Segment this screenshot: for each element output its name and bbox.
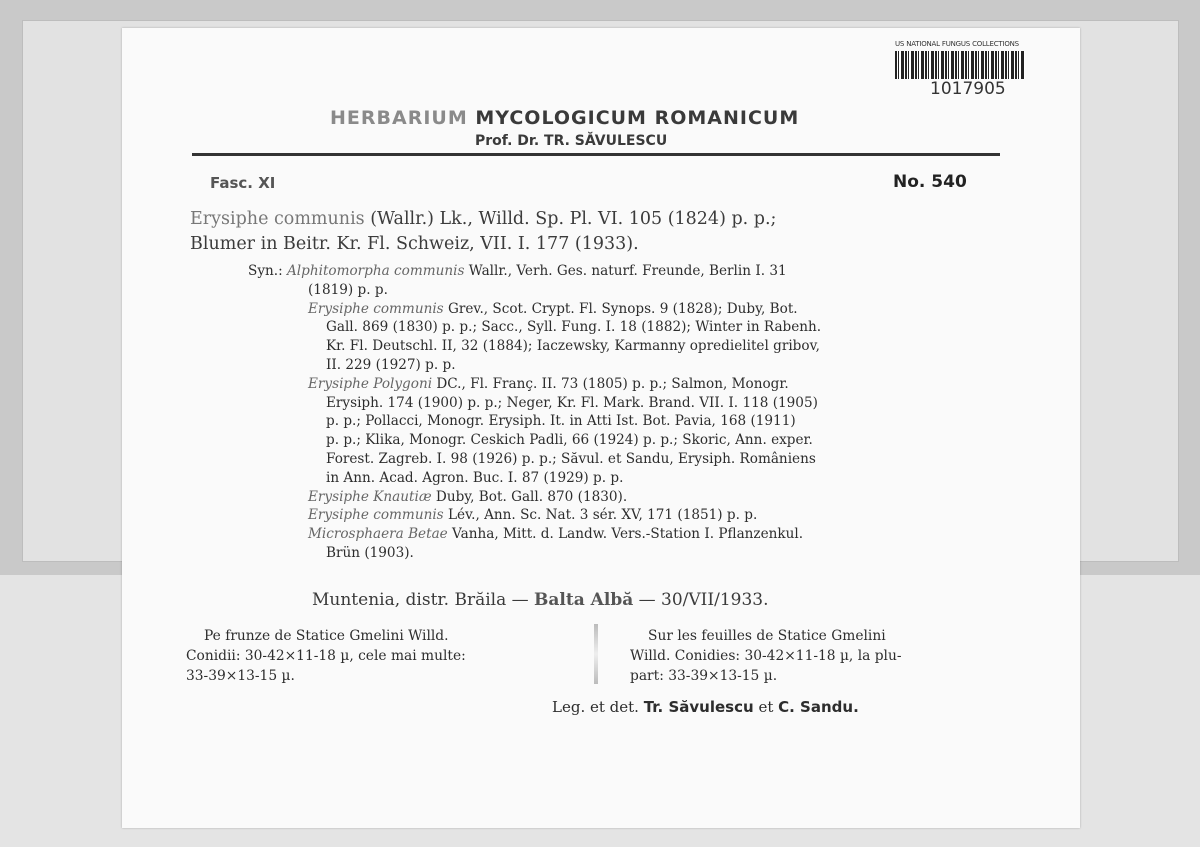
collector-prefix: Leg. et det. [552, 698, 644, 716]
synonym-3-cont: in Ann. Acad. Agron. Buc. I. 87 (1929) p. p. [326, 469, 624, 486]
description-ro-line: 33-39×13-15 µ. [186, 668, 295, 684]
synonym-3-cont: p. p.; Klika, Monogr. Ceskich Padli, 66 (1924) p. p.; Skoric, Ann. exper. [326, 432, 813, 449]
synonym-2 [248, 300, 1010, 319]
synonym-3-cont: p. p.; Pollacci, Monogr. Erysiph. It. in Atti Ist. Bot. Pavia, 168 (1911) [326, 413, 796, 430]
synonym-text: Vanha, Mitt. d. Landw. Vers.-Station I. Pflanzenkul. [447, 526, 804, 543]
description-fr-line: part: 33-39×13-15 µ. [630, 668, 778, 684]
synonym-3-cont: Erysiph. 174 (1900) p. p.; Neger, Kr. Fl. Mark. Brand. VII. I. 118 (1905) [326, 394, 818, 411]
synonym-6-cont: Brün (1903). [326, 544, 414, 561]
synonym-6 [248, 525, 1010, 544]
description-fr-line: Willd. Conidies: 30-42×11-18 µ, la plu- [630, 648, 902, 664]
specimen-number: No. 540 [893, 172, 967, 192]
synonym-text: Grev., Scot. Crypt. Fl. Synops. 9 (1828); Duby, Bot. [443, 300, 798, 317]
synonym-1 [248, 262, 1010, 281]
synonym-5 [248, 506, 1010, 525]
column-divider [594, 624, 598, 684]
description-french [630, 626, 1015, 686]
title-herbarium: HERBARIUM [330, 107, 468, 129]
fascicle: Fasc. XI [210, 174, 276, 192]
synonym-text: Wallr., Verh. Ges. naturf. Freunde, Berlin I. 31 [464, 263, 787, 279]
species-citation [190, 207, 1010, 257]
synonym-text: DC., Fl. Franç. II. 73 (1805) p. p.; Salmon, Monogr. [432, 375, 789, 392]
locality-place: Balta Albă [534, 590, 634, 610]
title-mycologicum: MYCOLOGICUM ROMANICUM [475, 107, 800, 129]
synonyms [248, 262, 1010, 563]
header-rule [192, 153, 1000, 156]
synonym-name: Erysiphe communis [308, 300, 444, 317]
synonym-name: Alphitomorpha communis [286, 263, 465, 279]
description-ro-line: Conidii: 30-42×11-18 µ, cele mai multe: [186, 648, 466, 664]
synonym-3 [248, 375, 1010, 394]
synonym-1-cont: (1819) p. p. [308, 281, 388, 298]
locality-region: Muntenia, distr. Brăila — [312, 590, 535, 610]
barcode-image [895, 51, 1025, 79]
collection-date: — 30/VII/1933. [633, 590, 769, 610]
synonym-text: Lév., Ann. Sc. Nat. 3 sér. XV, 171 (1851) p. p. [443, 507, 758, 524]
synonym-name: Erysiphe Knautiæ [308, 488, 432, 505]
species-name: Erysiphe communis [190, 209, 365, 229]
synonym-4 [248, 488, 1010, 507]
collection-locality [312, 590, 769, 610]
description-romanian [186, 626, 571, 686]
description-ro-line: Pe frunze de Statice Gmelini Willd. [204, 628, 449, 644]
collector-name: C. Sandu. [778, 698, 859, 716]
herbarium-subtitle: Prof. Dr. TR. SĂVULESCU [475, 133, 668, 149]
synonym-text: Duby, Bot. Gall. 870 (1830). [431, 488, 628, 505]
synonym-name: Microsphaera Betae [308, 526, 448, 543]
herbarium-title [330, 107, 870, 129]
species-line-1 [190, 207, 1010, 232]
collector-name: Tr. Săvulescu [643, 698, 754, 716]
synonym-2-cont: Kr. Fl. Deutschl. II, 32 (1884); Iaczewsky, Karmanny opredielitel gribov, [326, 338, 820, 355]
synonym-2-cont: II. 229 (1927) p. p. [326, 356, 456, 373]
barcode-label [895, 40, 1045, 108]
species-authority: (Wallr.) Lk., Willd. Sp. Pl. VI. 105 (1824) p. p.; [364, 209, 777, 229]
synonym-name: Erysiphe Polygoni [308, 375, 433, 392]
collector-joiner: et [753, 698, 779, 716]
collector-line [552, 698, 859, 716]
synonym-name: Erysiphe communis [308, 507, 444, 524]
synonym-2-cont: Gall. 869 (1830) p. p.; Sacc., Syll. Fung. I. 18 (1882); Winter in Rabenh. [326, 319, 822, 336]
synonym-3-cont: Forest. Zagreb. I. 98 (1926) p. p.; Săvul. et Sandu, Erysiph. Româniens [326, 450, 816, 467]
barcode-caption: US NATIONAL FUNGUS COLLECTIONS [895, 40, 1019, 48]
barcode-number: 1017905 [930, 79, 1006, 99]
syn-label: Syn.: [248, 263, 287, 279]
species-line-2: Blumer in Beitr. Kr. Fl. Schweiz, VII. I. 177 (1933). [190, 234, 639, 254]
description-fr-line: Sur les feuilles de Statice Gmelini [648, 628, 886, 644]
